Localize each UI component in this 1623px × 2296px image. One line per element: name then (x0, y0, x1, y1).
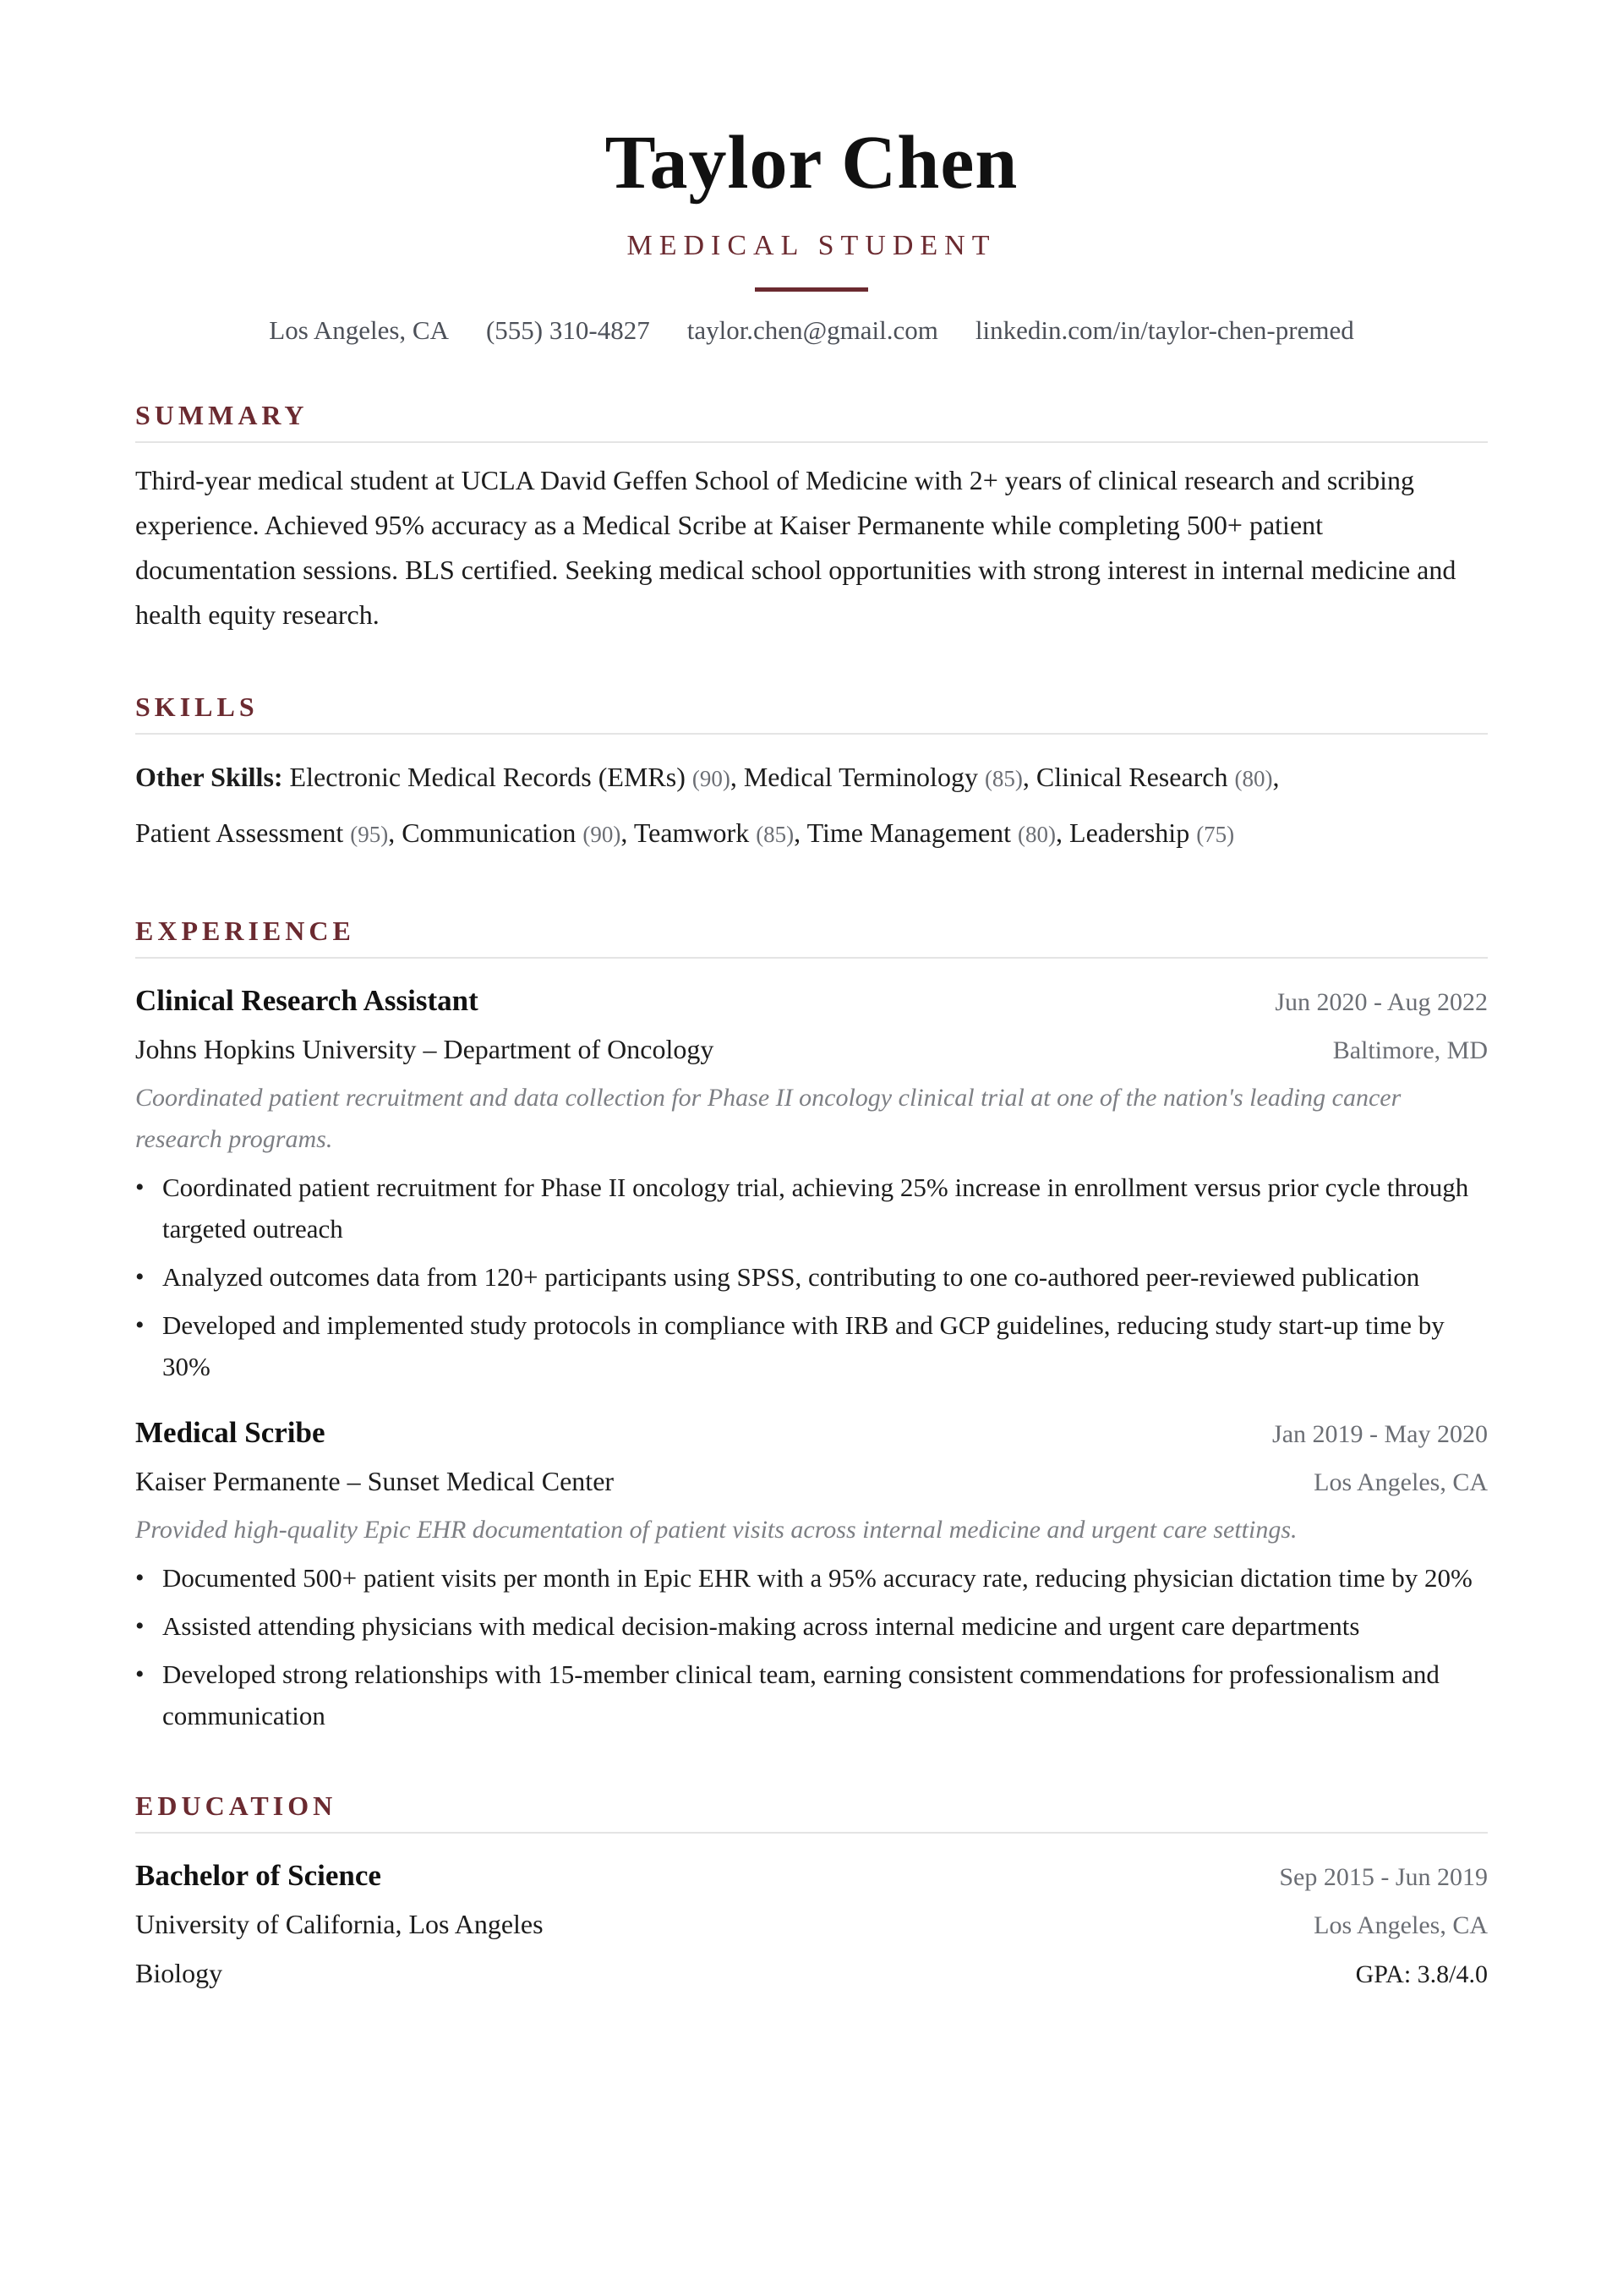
resume-header (135, 0, 1488, 346)
skill-item: Teamwork (85), (633, 817, 807, 848)
education-dates: Sep 2015 - Jun 2019 (1279, 1863, 1488, 1891)
skill-item: Communication (90), (402, 817, 634, 848)
contact-location: Los Angeles, CA (269, 315, 449, 345)
skill-level: (90) (582, 822, 621, 847)
job-location: Baltimore, MD (1332, 1036, 1488, 1064)
skill-item: Medical Terminology (85), (743, 762, 1036, 792)
job-dates: Jun 2020 - Aug 2022 (1275, 988, 1488, 1016)
list-item: • Analyzed outcomes data from 120+ participants using SPSS, contributing to one co-authored peer-reviewed publication (135, 1256, 1488, 1298)
job-organization: Kaiser Permanente – Sunset Medical Center (135, 1466, 615, 1496)
job-organization: Johns Hopkins University – Department of Oncology (135, 1034, 714, 1064)
school-name: University of California, Los Angeles (135, 1909, 544, 1939)
header-divider (755, 287, 868, 292)
list-item: • Developed and implemented study protocols in compliance with IRB and GCP guidelines, reducing study start-up time by 30% (135, 1304, 1488, 1387)
summary-text: Third-year medical student at UCLA David Geffen School of Medicine with 2+ years of clinical research and scribing experience. Achieved 95% accuracy as a Medical Scribe at Kaiser Permanente while completing 500+ patient documentation sessions. BLS certified. Seeking medical school opportunities with strong interest in internal medicine and health equity research. (135, 465, 1456, 630)
skills-section (135, 692, 1488, 861)
gpa: GPA: 3.8/4.0 (1355, 1960, 1488, 1988)
education-heading: EDUCATION (135, 1790, 1488, 1834)
experience-entry (135, 977, 1488, 1387)
school-location: Los Angeles, CA (1314, 1911, 1488, 1939)
skill-level: (75) (1196, 822, 1235, 847)
skill-item: Electronic Medical Records (EMRs) (90), (289, 762, 744, 792)
candidate-name: Taylor Chen (604, 121, 1019, 205)
education-section (135, 1790, 1488, 1999)
candidate-role: MEDICAL STUDENT (626, 230, 997, 261)
job-title: Clinical Research Assistant (135, 984, 478, 1017)
skill-level: (85) (756, 822, 795, 847)
list-item: • Documented 500+ patient visits per month in Epic EHR with a 95% accuracy rate, reducing physician dictation time by 20% (135, 1557, 1488, 1599)
contact-email[interactable]: taylor.chen@gmail.com (686, 315, 938, 345)
skill-item: Time Management (80), (806, 817, 1070, 848)
education-entry (135, 1852, 1488, 1999)
skill-level: (95) (350, 822, 389, 847)
list-item: • Coordinated patient recruitment for Phase II oncology trial, achieving 25% increase in enrollment versus prior cycle through targeted outreach (135, 1167, 1488, 1249)
skills-label: Other Skills: (135, 762, 283, 792)
summary-section (135, 400, 1488, 637)
skills-heading: SKILLS (135, 692, 1488, 735)
job-bullets (135, 1167, 1488, 1387)
job-location: Los Angeles, CA (1314, 1468, 1488, 1496)
skill-level: (80) (1234, 766, 1273, 791)
experience-heading: EXPERIENCE (135, 916, 1488, 959)
experience-entry (135, 1409, 1488, 1736)
job-description: Provided high-quality Epic EHR documentation of patient visits across internal medicine and urgent care settings. (135, 1516, 1298, 1544)
list-item: • Developed strong relationships with 15-member clinical team, earning consistent commendations for professionalism and communication (135, 1654, 1488, 1736)
degree: Bachelor of Science (135, 1859, 381, 1892)
experience-section (135, 916, 1488, 1736)
contact-info (135, 315, 1488, 346)
contact-linkedin[interactable]: linkedin.com/in/taylor-chen-premed (975, 315, 1354, 345)
job-bullets (135, 1557, 1488, 1736)
skills-list (135, 750, 1488, 861)
skill-level: (85) (984, 766, 1023, 791)
skill-item: Patient Assessment (95), (135, 817, 402, 848)
major: Biology (135, 1958, 223, 1988)
skill-level: (80) (1018, 822, 1057, 847)
skill-item: Clinical Research (80), (1036, 762, 1280, 792)
job-dates: Jan 2019 - May 2020 (1272, 1420, 1488, 1448)
contact-phone: (555) 310-4827 (485, 315, 650, 345)
list-item: • Assisted attending physicians with medical decision-making across internal medicine and urgent care departments (135, 1605, 1488, 1647)
summary-heading: SUMMARY (135, 400, 1488, 443)
skill-item: Leadership (75) (1069, 817, 1235, 848)
job-description: Coordinated patient recruitment and data collection for Phase II oncology clinical trial at one of the nation's leading cancer research programs. (135, 1084, 1402, 1153)
job-title: Medical Scribe (135, 1416, 325, 1449)
skill-level: (90) (691, 766, 730, 791)
